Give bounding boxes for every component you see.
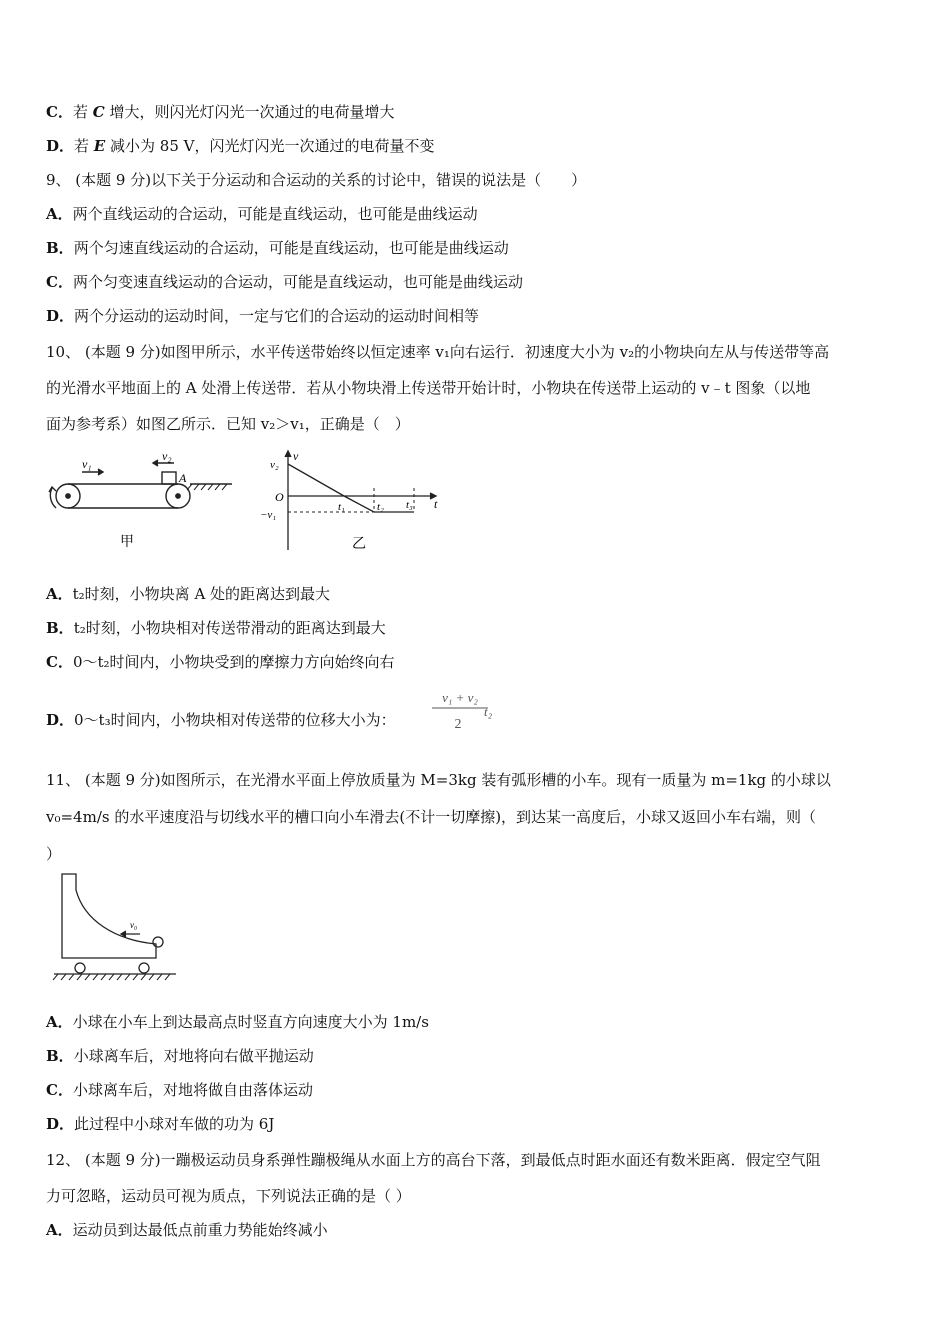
option-text: 增大，则闪光灯闪光一次通过的电荷量增大 (104, 103, 395, 121)
option-text: 若 (74, 137, 94, 155)
q10-option-c (46, 652, 395, 672)
q11-option-d (46, 1114, 274, 1134)
t3-label: t₃ (406, 499, 413, 511)
neg-v1-label: −v₁ (260, 509, 277, 521)
q9-stem: 9、 (本题 9 分)以下关于分运动和合运动的关系的讨论中，错误的说法是（ ） (46, 171, 587, 189)
left-caption: 甲 (120, 535, 134, 550)
option-text: t₂时刻，小物块相对传送带滑动的距离达到最大 (73, 619, 386, 637)
variable: E (93, 137, 106, 155)
line-to-t2 (344, 496, 374, 512)
q8-option-d (46, 136, 434, 156)
option-text: 0～t₂时间内，小物块受到的摩擦力方向始终向右 (72, 653, 395, 671)
option-text: 小球离车后，对地将做自由落体运动 (72, 1081, 313, 1099)
option-label: A． (46, 585, 73, 603)
option-label: C． (46, 103, 73, 121)
q10-option-a (46, 584, 330, 604)
option-label: A． (46, 1013, 73, 1031)
variable: C (92, 103, 105, 121)
option-label: D． (46, 307, 75, 325)
ball (153, 937, 163, 947)
option-label: A． (46, 1221, 73, 1239)
conveyor-belt-diagram (49, 460, 232, 508)
option-label: C． (46, 273, 73, 291)
right-caption: 乙 (352, 537, 366, 552)
q9-option-b (46, 238, 509, 258)
q11-option-b (46, 1046, 314, 1066)
formula-numerator: v₁ + v₂ (442, 690, 478, 705)
option-text: 小球在小车上到达最高点时竖直方向速度大小为 1m/s (72, 1013, 429, 1031)
line-to-t1 (288, 464, 344, 496)
t2-label: t₂ (377, 501, 384, 513)
option-text: 0～t₃时间内，小物块相对传送带的位移大小为： (74, 711, 396, 729)
option-label: D． (46, 711, 75, 729)
option-label: B． (46, 619, 74, 637)
q12-stem-line2: 力可忽略，运动员可视为质点，下列说法正确的是（ ） (46, 1187, 411, 1205)
q11-stem-line2: v₀=4m/s 的水平速度沿与切线水平的槽口向小车滑去(不计一切摩擦)，到达某一高度后，小球又返回小车右端，则（ (46, 808, 817, 826)
q11-stem-line1: 11、 (本题 9 分)如图所示，在光滑水平面上停放质量为 M=3kg 装有弧形槽的小车。现有一质量为 m=1kg 的小球以 (46, 771, 831, 789)
q10-stem-line1: 10、 (本题 9 分)如图甲所示，水平传送带始终以恒定速率 v₁向右运行．初速度大小为 v₂的小物块向左从与传送带等高 (46, 343, 830, 361)
option-label: C． (46, 653, 73, 671)
block (162, 472, 176, 484)
option-text: 两个直线运动的合运动，可能是直线运动，也可能是曲线运动 (72, 205, 478, 223)
option-text: 减小为 85 V，闪光灯闪光一次通过的电荷量不变 (105, 137, 435, 155)
option-text: 两个匀变速直线运动的合运动，可能是直线运动，也可能是曲线运动 (72, 273, 523, 291)
formula-t: t₂ (484, 704, 493, 719)
point-a-label: A (179, 471, 187, 485)
right-wheel (139, 963, 149, 973)
option-text: 两个匀速直线运动的合运动，可能是直线运动，也可能是曲线运动 (73, 239, 509, 257)
q12-option-a (46, 1220, 328, 1240)
q11-stem-line3: ） (46, 845, 62, 863)
origin-label: O (275, 490, 284, 504)
v2-axis-label: v₂ (270, 459, 279, 471)
option-text: t₂时刻，小物块离 A 处的距离达到最大 (72, 585, 331, 603)
q9-option-a (46, 204, 478, 224)
q10-option-d (46, 710, 396, 730)
q11-figure (44, 868, 184, 984)
cart-body (62, 874, 156, 958)
q8-option-c (46, 102, 394, 122)
q11-option-c (46, 1080, 313, 1100)
formula-denominator: 2 (454, 717, 462, 732)
q9-option-c (46, 272, 523, 292)
option-label: A． (46, 205, 73, 223)
option-text: 两个分运动的运动时间，一定与它们的合运动的运动时间相等 (74, 307, 480, 325)
option-label: B． (46, 239, 74, 257)
t-axis-label: t (434, 497, 438, 511)
t1-label: t₁ (338, 501, 345, 513)
left-wheel (75, 963, 85, 973)
v0-label: v₀ (130, 920, 138, 930)
v2-label: v₂ (162, 449, 172, 463)
q10-stem-line3: 面为参考系）如图乙所示．已知 v₂＞v₁，正确是（ ） (46, 415, 410, 433)
q10-formula (428, 686, 508, 734)
option-text: 小球离车后，对地将向右做平抛运动 (73, 1047, 314, 1065)
v-axis-label: v (293, 449, 299, 463)
option-label: D． (46, 1115, 75, 1133)
q10-option-b (46, 618, 386, 638)
q9-option-d (46, 306, 479, 326)
vt-graph (285, 451, 436, 550)
option-text: 此过程中小球对车做的功为 6J (74, 1115, 275, 1133)
option-text: 若 (72, 103, 93, 121)
v1-label: v₁ (82, 457, 92, 471)
q12-stem-line1: 12、 (本题 9 分)一蹦极运动员身系弹性蹦极绳从水面上方的高台下落，到最低点时距水面还有数米距离．假定空气阻 (46, 1151, 821, 1169)
option-label: B． (46, 1047, 74, 1065)
q10-figure (42, 446, 442, 554)
option-label: D． (46, 137, 75, 155)
option-text: 运动员到达最低点前重力势能始终减小 (72, 1221, 328, 1239)
q10-stem-line2: 的光滑水平地面上的 A 处滑上传送带．若从小物块滑上传送带开始计时，小物块在传送带上运动的 v﹣t 图象（以地 (46, 379, 811, 397)
q11-option-a (46, 1012, 429, 1032)
option-label: C． (46, 1081, 73, 1099)
